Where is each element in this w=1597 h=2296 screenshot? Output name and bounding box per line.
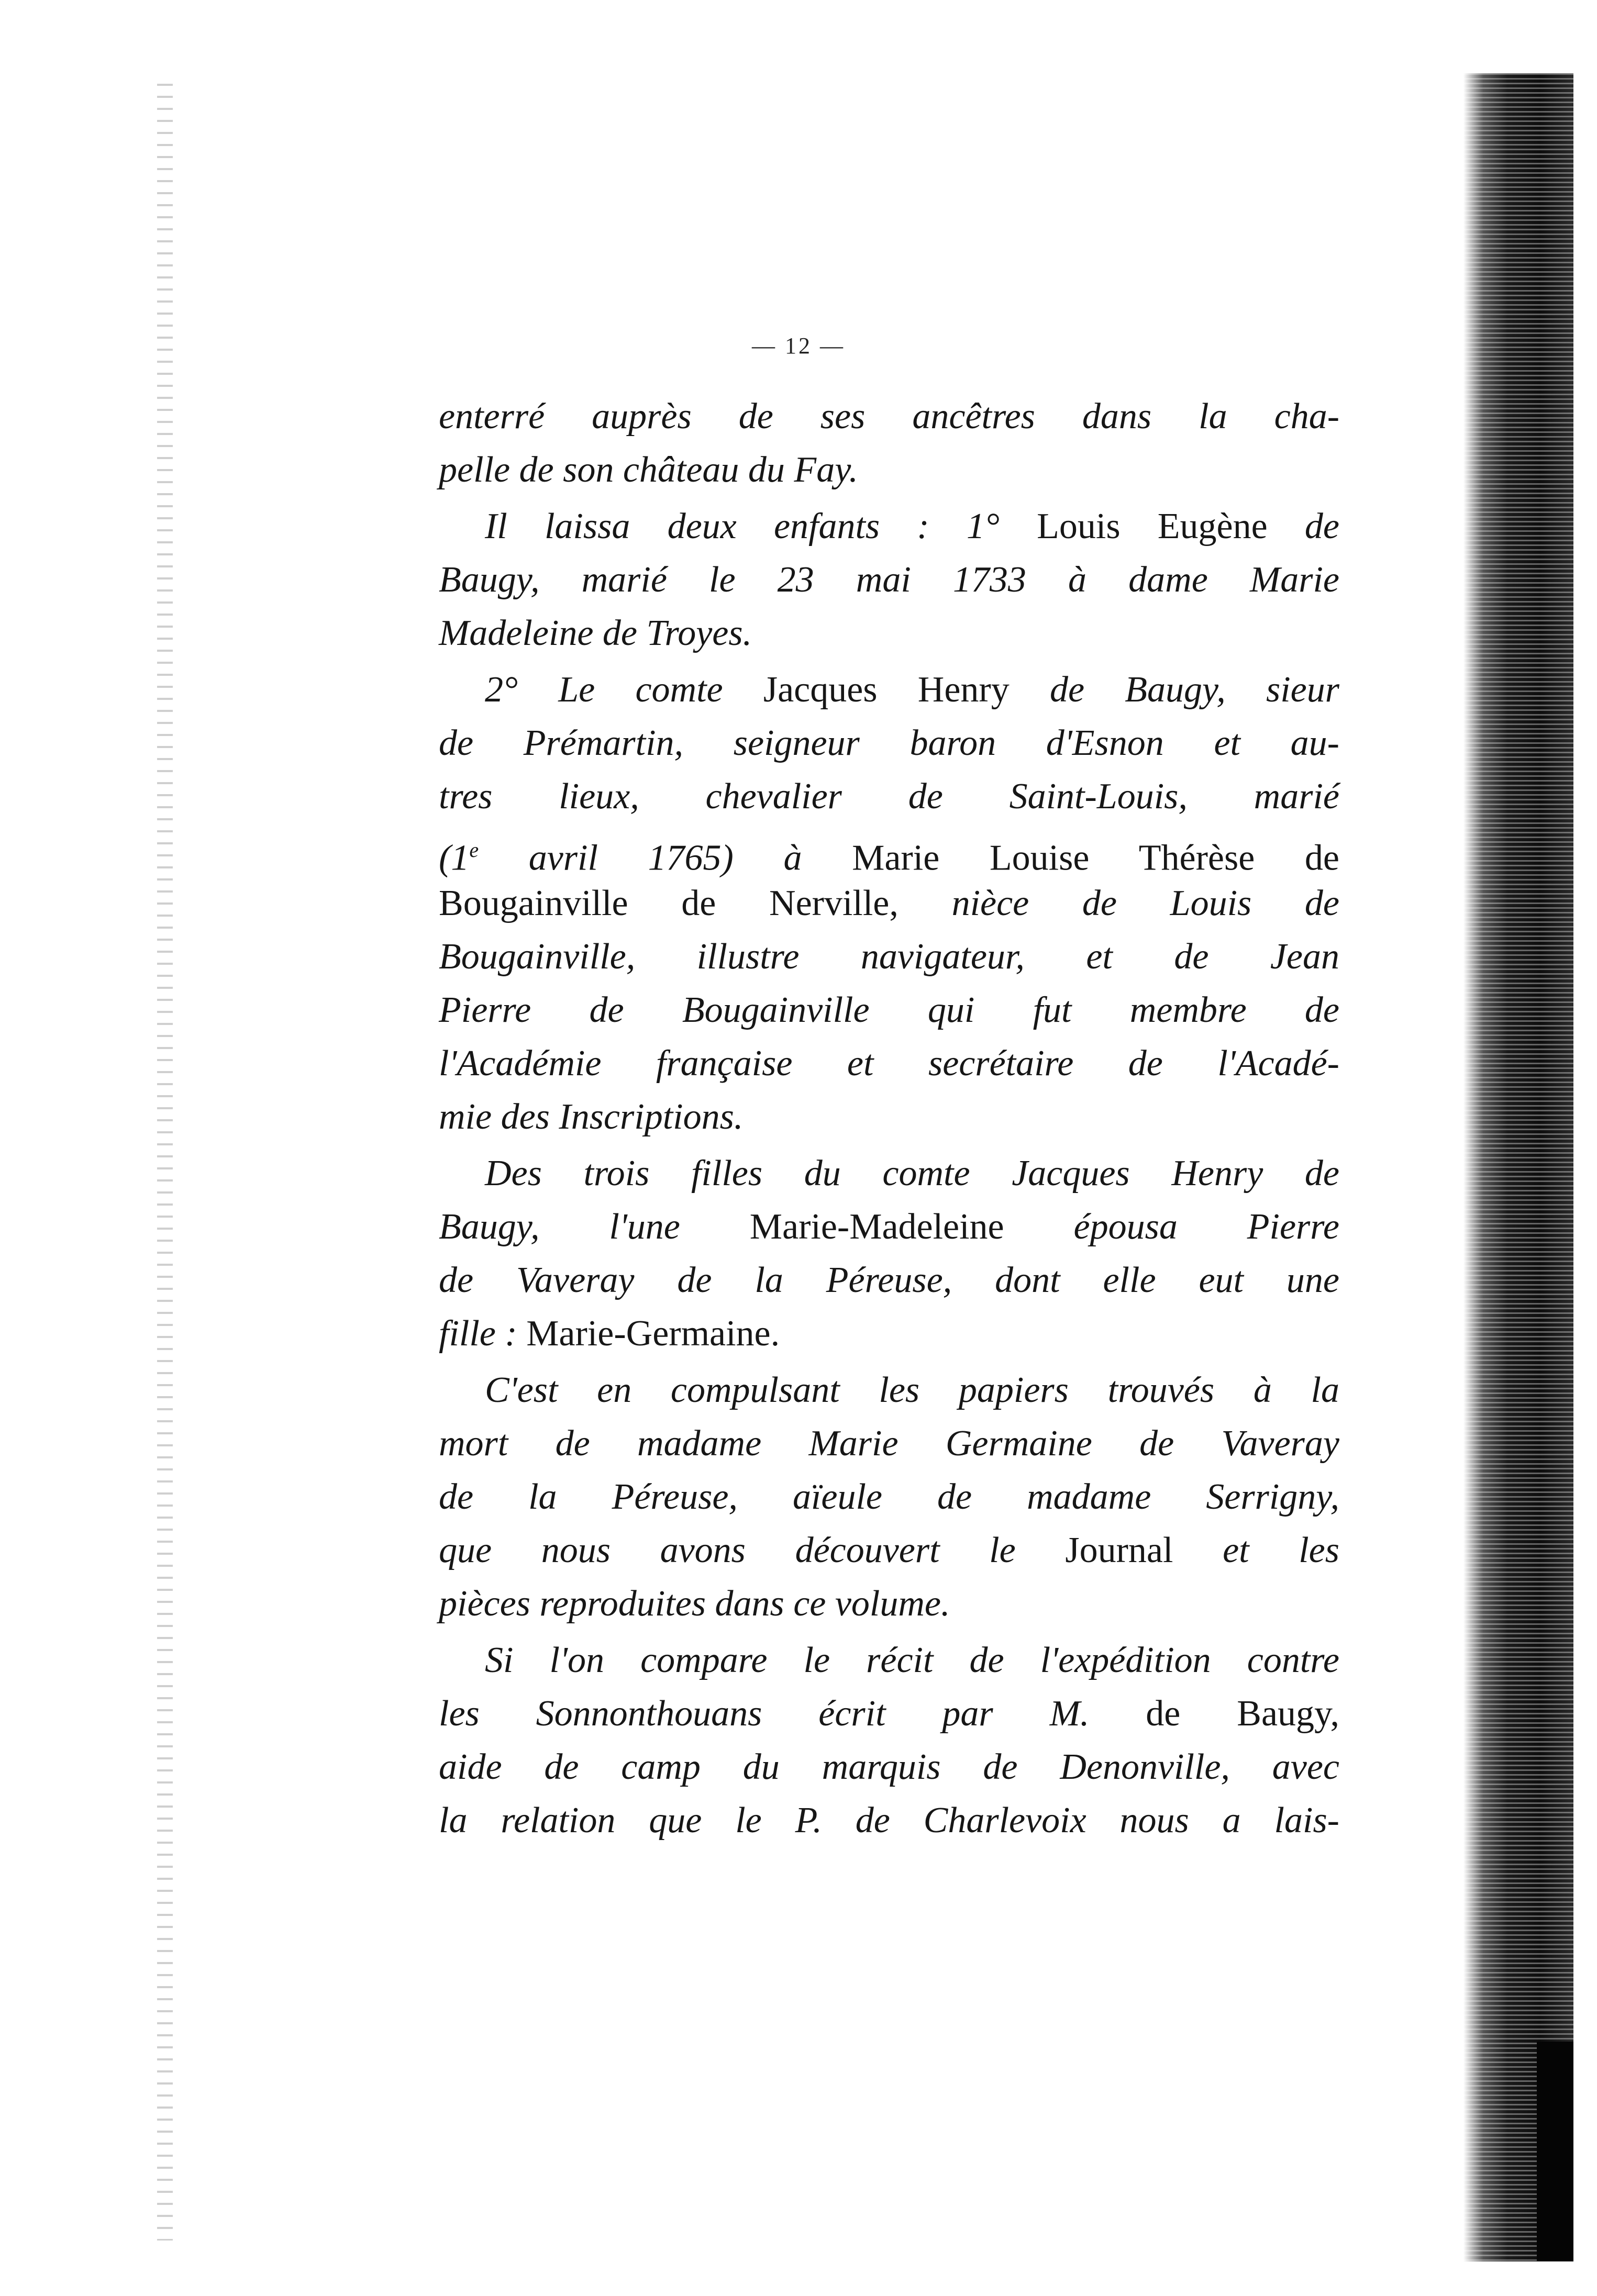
- text-line: [439, 1364, 1339, 1417]
- text-line: [439, 823, 1339, 877]
- text-run: Bougainville, illustre navigateur, et de Jean: [439, 937, 1339, 977]
- text-line: [439, 1524, 1339, 1577]
- superscript: e: [469, 838, 479, 862]
- text-run: la relation que le P. de Charlevoix nous a lais-: [439, 1800, 1339, 1841]
- text-run: Baugy, marié le 23 mai 1733 à dame Marie: [439, 560, 1339, 600]
- text-run: Bougainville de Nerville,: [439, 883, 952, 923]
- text-run: enterré auprès de ses ancêtres dans la cha-: [439, 396, 1339, 437]
- text-run: de Baugy, sieur: [1049, 670, 1339, 710]
- text-run: Il laissa deux enfants :: [485, 506, 967, 547]
- text-line: [439, 1634, 1339, 1687]
- text-run: tres lieux, chevalier de Saint-Louis, marié: [439, 776, 1339, 817]
- text-run: 2° Le comte: [485, 670, 763, 710]
- text-run: fille :: [439, 1313, 527, 1354]
- text-line: [439, 1470, 1339, 1524]
- text-run: Marie-Germaine.: [526, 1313, 780, 1354]
- text-line: [439, 1307, 1339, 1361]
- text-line: [439, 1794, 1339, 1847]
- text-line: [439, 1254, 1339, 1307]
- text-run: C'est en compulsant les papiers trouvés à la: [485, 1370, 1339, 1410]
- text-line: [439, 1147, 1339, 1200]
- text-line: [439, 1417, 1339, 1470]
- text-line: [439, 607, 1339, 660]
- text-run: Jacques Henry: [763, 670, 1050, 710]
- text-run: de Vaveray de la Péreuse, dont elle eut une: [439, 1260, 1339, 1300]
- text-run: Des trois filles du comte Jacques Henry de: [485, 1153, 1339, 1194]
- text-run: mort de madame Marie Germaine de Vaveray: [439, 1423, 1339, 1464]
- body-text: [439, 390, 1339, 1847]
- text-line: [439, 500, 1339, 553]
- text-run: (1: [439, 838, 470, 878]
- text-run: Si l'on compare le récit de l'expédition contre: [485, 1640, 1339, 1680]
- text-run: et les: [1223, 1530, 1339, 1570]
- text-run: Baugy, l'une: [439, 1207, 750, 1247]
- text-line: [439, 443, 1339, 497]
- text-run: de Prémartin, seigneur baron d'Esnon et au-: [439, 723, 1339, 763]
- text-run: de Baugy,: [1146, 1693, 1339, 1734]
- text-line: [439, 1741, 1339, 1794]
- text-run: l'Académie française et secrétaire de l'Acadé-: [439, 1043, 1339, 1084]
- text-line: [439, 390, 1339, 443]
- text-run: les Sonnonthouans écrit par M.: [439, 1693, 1146, 1734]
- text-line: [439, 717, 1339, 770]
- text-line: [439, 984, 1339, 1037]
- text-line: [439, 1037, 1339, 1090]
- text-run: nièce de Louis de: [951, 883, 1339, 923]
- text-run: Marie-Madeleine: [749, 1207, 1074, 1247]
- text-run: épousa Pierre: [1073, 1207, 1339, 1247]
- text-line: [439, 770, 1339, 823]
- text-line: [439, 1090, 1339, 1144]
- page-number: — 12 —: [752, 333, 845, 359]
- text-run: de: [1304, 506, 1339, 547]
- text-run: Marie Louise Thérèse de: [852, 838, 1339, 878]
- binding-shadow: [1463, 73, 1573, 2261]
- text-line: [439, 553, 1339, 607]
- text-run: Louis Eugène: [999, 506, 1305, 547]
- text-run: pièces reproduites dans ce volume.: [439, 1584, 950, 1624]
- text-run: Madeleine de Troyes.: [439, 613, 752, 653]
- text-line: [439, 1577, 1339, 1631]
- text-line: [439, 930, 1339, 984]
- binding-shadow-inner: [1537, 2042, 1573, 2261]
- text-run: de la Péreuse, aïeule de madame Serrigny,: [439, 1477, 1339, 1517]
- text-run: que nous avons découvert le: [439, 1530, 1066, 1570]
- text-run: avril 1765) à: [479, 838, 852, 878]
- text-line: [439, 877, 1339, 930]
- text-line: [439, 1200, 1339, 1254]
- text-run: mie des Inscriptions.: [439, 1097, 744, 1137]
- text-line: [439, 1687, 1339, 1741]
- margin-bleed-through: [157, 84, 173, 2241]
- text-run: aide de camp du marquis de Denonville, avec: [439, 1747, 1339, 1787]
- text-run: Journal: [1065, 1530, 1223, 1570]
- text-run: Pierre de Bougainville qui fut membre de: [439, 990, 1339, 1030]
- text-line: [439, 663, 1339, 717]
- text-run: 1°: [966, 506, 1000, 547]
- text-run: pelle de son château du Fay.: [439, 450, 858, 490]
